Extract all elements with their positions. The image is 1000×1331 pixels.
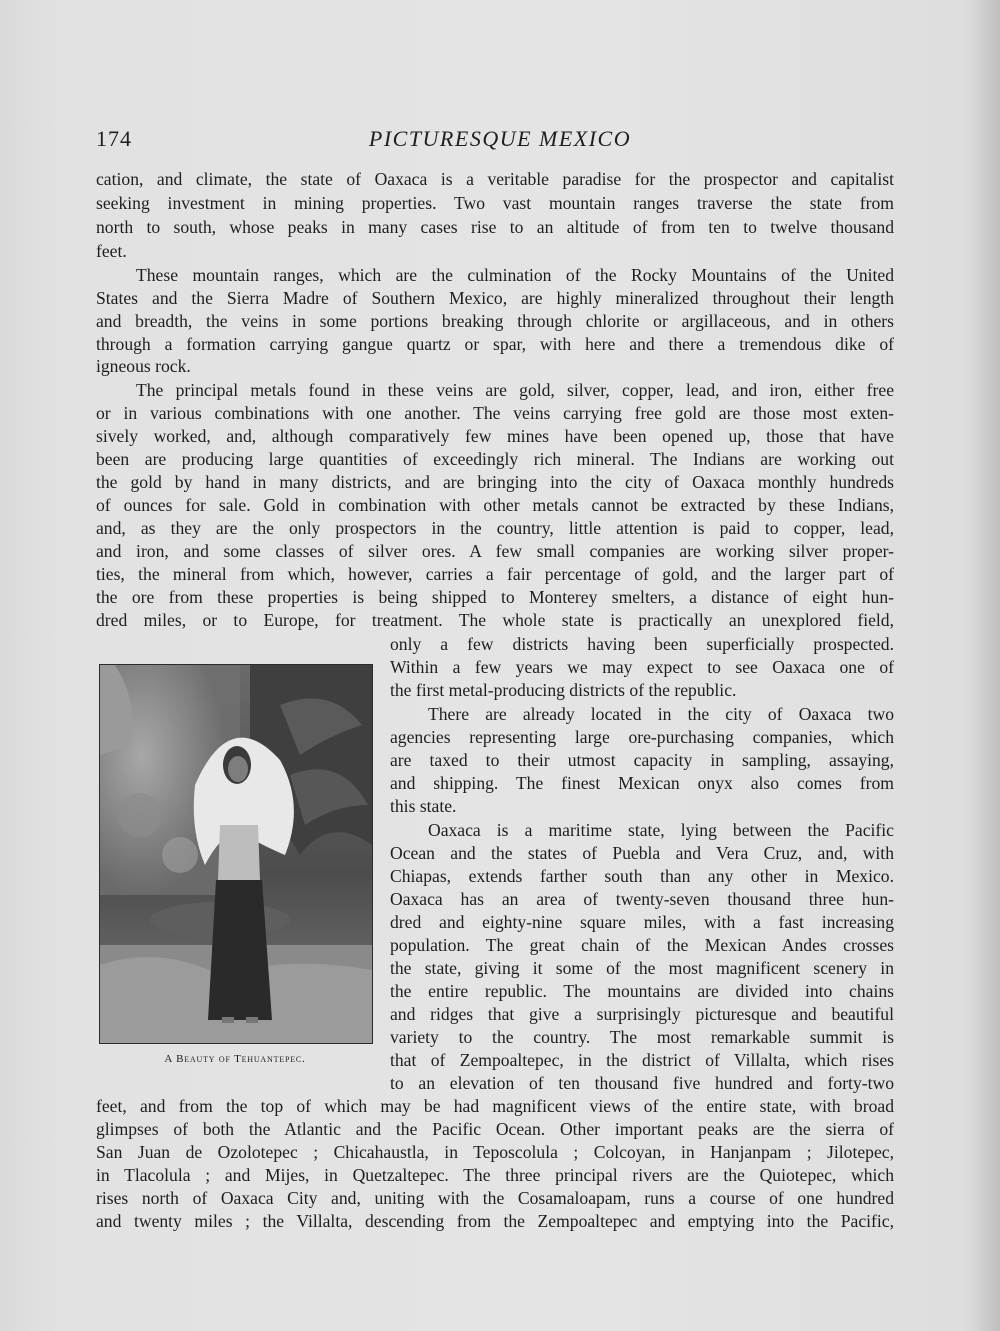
text-line: States and the Sierra Madre of Southern Mexico, are highly mineralized throughout their length <box>96 288 894 308</box>
text-line: Oaxaca has an area of twenty-seven thousand three hun- <box>390 889 894 909</box>
text-line: or in various combinations with one another. The veins carrying free gold are those most exten- <box>96 403 894 423</box>
text-line: Within a few years we may expect to see Oaxaca one of <box>390 657 894 677</box>
text-line: dred miles, or to Europe, for treatment. The whole state is practically an unexplored field, <box>96 610 894 630</box>
text-line: and twenty miles ; the Villalta, descending from the Zempoaltepec and emptying into the Pacific, <box>96 1211 894 1231</box>
text-line: cation, and climate, the state of Oaxaca is a veritable paradise for the prospector and capitalist <box>96 169 894 189</box>
text-line: the gold by hand in many districts, and are bringing into the city of Oaxaca monthly hundreds <box>96 472 894 492</box>
text-line: population. The great chain of the Mexican Andes crosses <box>390 935 894 955</box>
text-line: rises north of Oaxaca City and, uniting with the Cosamaloapam, runs a course of one hundred <box>96 1188 894 1208</box>
text-line: glimpses of both the Atlantic and the Pacific Ocean. Other important peaks are the sierra of <box>96 1119 894 1139</box>
text-line: the ore from these properties is being shipped to Monterey smelters, a distance of eight hun- <box>96 587 894 607</box>
photograph-woman-in-headdress <box>99 664 373 1044</box>
text-line: There are already located in the city of Oaxaca two <box>428 704 894 724</box>
text-line: and iron, and some classes of silver ores. A few small companies are working silver proper- <box>96 541 894 561</box>
running-head: PICTURESQUE MEXICO <box>368 126 632 151</box>
page-edge-shadow <box>970 0 1000 1331</box>
text-line: through a formation carrying gangue quartz or spar, with here and there a tremendous dike of <box>96 334 894 354</box>
text-line: sively worked, and, although comparatively few mines have been opened up, those that have <box>96 426 894 446</box>
text-line: San Juan de Ozolotepec ; Chicahaustla, in Teposcolula ; Colcoyan, in Hanjanpam ; Jilotepec, <box>96 1142 894 1162</box>
text-line: that of Zempoaltepec, in the district of Villalta, which rises <box>390 1050 894 1070</box>
text-line: and shipping. The finest Mexican onyx also comes from <box>390 773 894 793</box>
text-line: Oaxaca is a maritime state, lying between the Pacific <box>428 820 894 840</box>
text-line: only a few districts having been superficially prospected. <box>390 634 894 654</box>
text-line: and, as they are the only prospectors in the country, little attention is paid to copper, lead, <box>96 518 894 538</box>
page-number: 174 <box>96 126 132 151</box>
text-line: are taxed to their utmost capacity in sampling, assaying, <box>390 750 894 770</box>
photo-illustration <box>100 665 372 1043</box>
text-line: Ocean and the states of Puebla and Vera Cruz, and, with <box>390 843 894 863</box>
text-line: the first metal-producing districts of the republic. <box>390 680 737 700</box>
text-line: the entire republic. The mountains are divided into chains <box>390 981 894 1001</box>
text-line: feet, and from the top of which may be had magnificent views of the entire state, with broad <box>96 1096 894 1116</box>
text-line: been are producing large quantities of exceedingly rich mineral. The Indians are working out <box>96 449 894 469</box>
text-line: and breadth, the veins in some portions breaking through chlorite or argillaceous, and in others <box>96 311 894 331</box>
text-line: this state. <box>390 796 457 816</box>
figure-caption: A Beauty of Tehuantepec. <box>164 1053 306 1065</box>
text-line: and ridges that give a surprisingly picturesque and beautiful <box>390 1004 894 1024</box>
text-line: igneous rock. <box>96 356 191 376</box>
text-line: The principal metals found in these veins are gold, silver, copper, lead, and iron, either free <box>136 380 894 400</box>
text-line: Chiapas, extends farther south than any other in Mexico. <box>390 866 894 886</box>
text-line: agencies representing large ore-purchasing companies, which <box>390 727 894 747</box>
text-line: dred and eighty-nine square miles, with a fast increasing <box>390 912 894 932</box>
text-line: ties, the mineral from which, however, carries a fair percentage of gold, and the larger part of <box>96 564 894 584</box>
text-line: These mountain ranges, which are the culmination of the Rocky Mountains of the United <box>136 265 894 285</box>
text-line: of ounces for sale. Gold in combination with other metals cannot be extracted by these Indians, <box>96 495 894 515</box>
text-line: the state, giving it some of the most magnificent scenery in <box>390 958 894 978</box>
text-line: feet. <box>96 241 127 261</box>
text-line: north to south, whose peaks in many cases rise to an altitude of from ten to twelve thousand <box>96 217 894 237</box>
text-line: to an elevation of ten thousand five hundred and forty-two <box>390 1073 894 1093</box>
text-line: variety to the country. The most remarkable summit is <box>390 1027 894 1047</box>
text-line: in Tlacolula ; and Mijes, in Quetzaltepec. The three principal rivers are the Quiotepec, which <box>96 1165 894 1185</box>
text-line: seeking investment in mining properties. Two vast mountain ranges traverse the state from <box>96 193 894 213</box>
